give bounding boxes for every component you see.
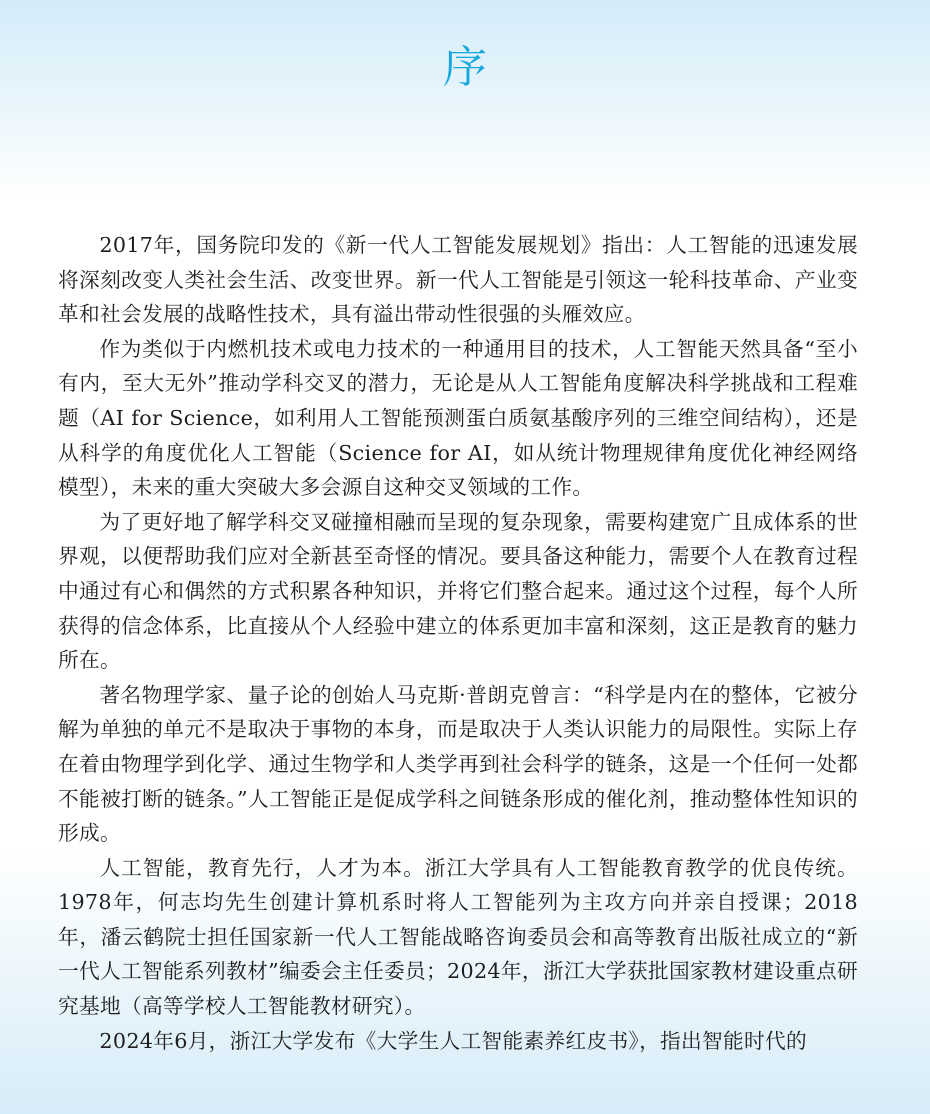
body-text — [58, 228, 858, 1058]
paragraph: 2024年6月，浙江大学发布《大学生人工智能素养红皮书》，指出智能时代的 — [99, 1028, 807, 1053]
paragraph: 2017年，国务院印发的《新一代人工智能发展规划》指出：人工智能的迅速发展将深刻改变人类社会生活、改变世界。新一代人工智能是引领这一轮科技革命、产业变革和社会发展的战略性技术，具有溢出带动性很强的头雁效应。 — [58, 233, 858, 327]
page-title: 序 — [443, 42, 487, 93]
paragraph: 为了更好地了解学科交叉碰撞相融而呈现的复杂现象，需要构建宽广且成体系的世界观，以便帮助我们应对全新甚至奇怪的情况。要具备这种能力，需要个人在教育过程中通过有心和偶然的方式积累各种知识，并将它们整合起来。通过这个过程，每个人所获得的信念体系，比直接从个人经验中建立的体系更加丰富和深刻，这正是教育的魅力所在。 — [58, 509, 858, 673]
paragraph: 人工智能，教育先行，人才为本。浙江大学具有人工智能教育教学的优良传统。1978年，何志均先生创建计算机系时将人工智能列为主攻方向并亲自授课；2018年，潘云鹤院士担任国家新一代人工智能战略咨询委员会和高等教育出版社成立的“新一代人工智能系列教材”编委会主任委员；2024年，浙江大学获批国家教材建设重点研究基地（高等学校人工智能教材研究）。 — [58, 855, 858, 1019]
paragraph: 著名物理学家、量子论的创始人马克斯·普朗克曾言：“科学是内在的整体，它被分解为单独的单元不是取决于事物的本身，而是取决于人类认识能力的局限性。实际上存在着由物理学到化学、通过生物学和人类学再到社会科学的链条，这是一个任何一处都不能被打断的链条。”人工智能正是促成学科之间链条形成的催化剂，推动整体性知识的形成。 — [58, 682, 858, 846]
paragraph: 作为类似于内燃机技术或电力技术的一种通用目的技术，人工智能天然具备“至小有内，至大无外”推动学科交叉的潜力，无论是从人工智能角度解决科学挑战和工程难题（AI for Science，如利用人工智能预测蛋白质氨基酸序列的三维空间结构），还是从科学的角度优化人工智能（Science for AI，如从统计物理规律角度优化神经网络模型），未来的重大突破大多会源自这种交叉领域的工作。 — [58, 336, 858, 500]
